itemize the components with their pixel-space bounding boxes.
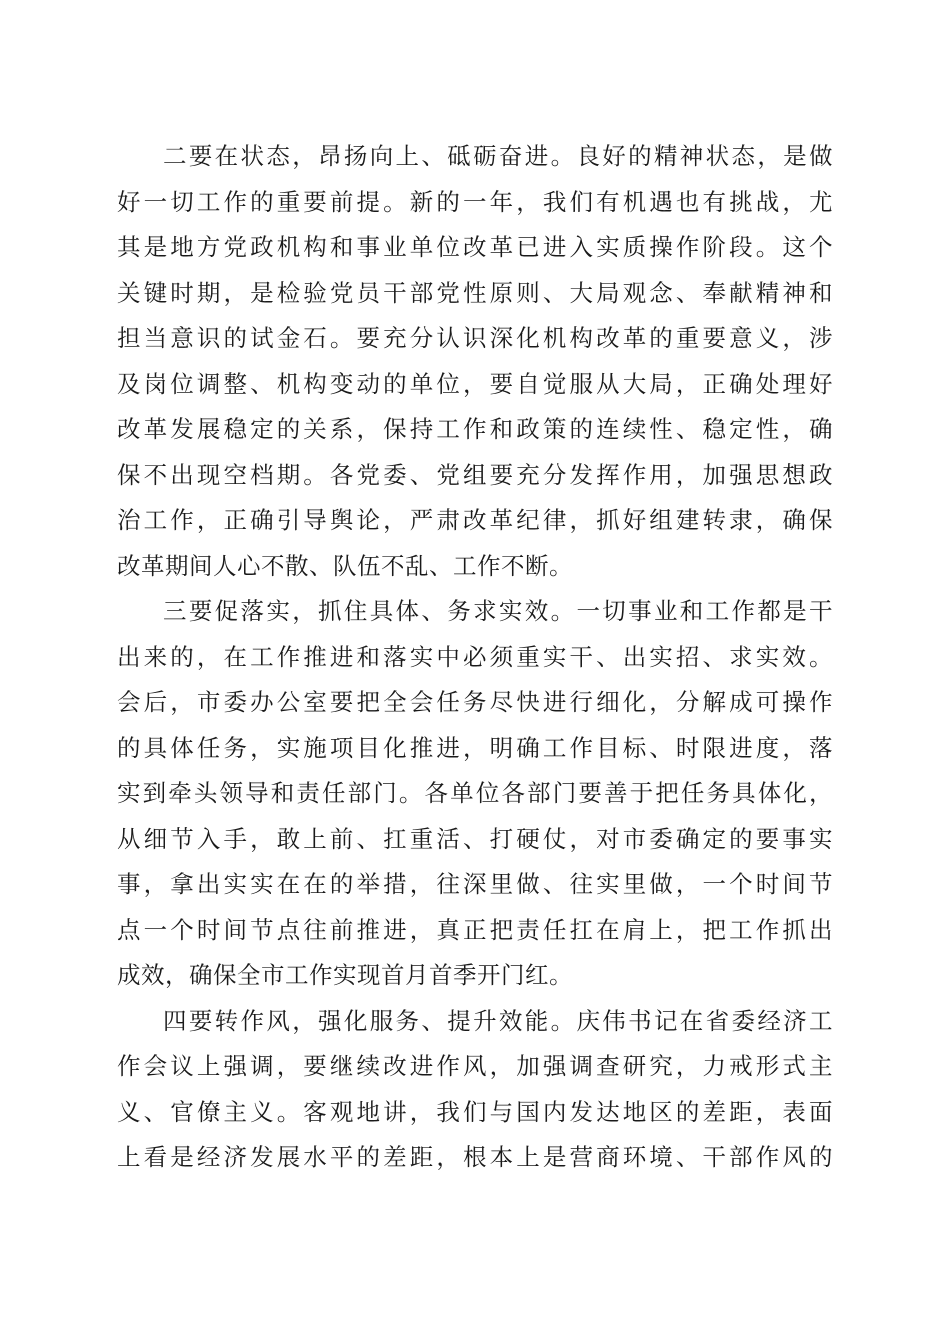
text-line: 四要转作风，强化服务、提升效能。庆伟书记在省委经济工 bbox=[163, 1006, 833, 1035]
paragraph-four bbox=[117, 999, 833, 1181]
text-line: 实到牵头领导和责任部门。各单位各部门要善于把任务具体化， bbox=[117, 779, 833, 807]
text-line: 担当意识的试金石。要充分认识深化机构改革的重要意义，涉 bbox=[117, 324, 833, 352]
text-line: 三要促落实，抓住具体、务求实效。一切事业和工作都是干 bbox=[163, 597, 833, 625]
document-body bbox=[117, 134, 833, 1181]
text-line: 改革发展稳定的关系，保持工作和政策的连续性、稳定性，确 bbox=[117, 415, 833, 443]
text-line: 从细节入手，敢上前、扛重活、打硬仗，对市委确定的要事实 bbox=[117, 824, 833, 853]
text-line: 出来的，在工作推进和落实中必须重实干、出实招、求实效。 bbox=[117, 642, 833, 671]
text-line: 其是地方党政机构和事业单位改革已进入实质操作阶段。这个 bbox=[117, 233, 833, 261]
text-line: 好一切工作的重要前提。新的一年，我们有机遇也有挑战，尤 bbox=[117, 187, 833, 216]
text-line: 成效，确保全市工作实现首月首季开门红。 bbox=[117, 961, 573, 989]
text-line: 会后，市委办公室要把全会任务尽快进行细化，分解成可操作 bbox=[117, 688, 833, 716]
text-line: 义、官僚主义。客观地讲，我们与国内发达地区的差距，表面 bbox=[117, 1097, 833, 1126]
text-line: 的具体任务，实施项目化推进，明确工作目标、时限进度，落 bbox=[117, 733, 833, 762]
text-line: 改革期间人心不散、队伍不乱、工作不断。 bbox=[117, 551, 573, 580]
text-line: 二要在状态，昂扬向上、砥砺奋进。良好的精神状态，是做 bbox=[163, 142, 833, 170]
text-line: 作会议上强调，要继续改进作风，加强调查研究，力戒形式主 bbox=[117, 1052, 833, 1080]
text-line: 点一个时间节点往前推进，真正把责任扛在肩上，把工作抓出 bbox=[117, 915, 833, 944]
text-line: 及岗位调整、机构变动的单位，要自觉服从大局，正确处理好 bbox=[117, 369, 833, 398]
paragraph-three bbox=[117, 589, 833, 999]
text-line: 关键时期，是检验党员干部党性原则、大局观念、奉献精神和 bbox=[117, 278, 833, 307]
text-line: 保不出现空档期。各党委、党组要充分发挥作用，加强思想政 bbox=[117, 460, 833, 489]
text-line: 上看是经济发展水平的差距，根本上是营商环境、干部作风的 bbox=[117, 1143, 833, 1171]
paragraph-two bbox=[117, 134, 833, 589]
text-line: 治工作，正确引导舆论，严肃改革纪律，抓好组建转隶，确保 bbox=[117, 506, 833, 534]
text-line: 事，拿出实实在在的举措，往深里做、往实里做，一个时间节 bbox=[117, 870, 833, 898]
